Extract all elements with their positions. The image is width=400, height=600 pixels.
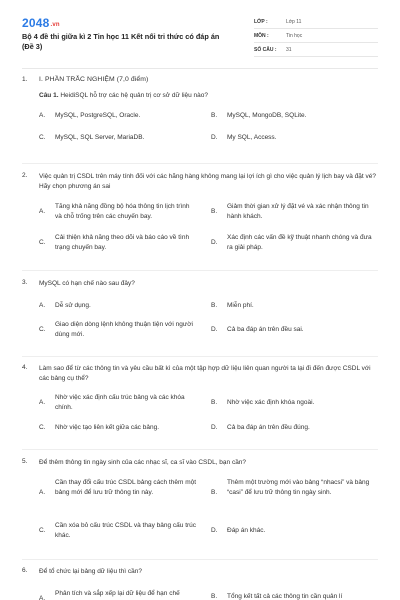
option-letter: C. xyxy=(39,326,46,333)
option-letter: B. xyxy=(211,489,218,496)
option-d[interactable] xyxy=(211,233,379,253)
option-text: Phân tích và sắp xếp lại dữ liệu để hạn chế xyxy=(55,590,180,597)
question-text xyxy=(39,92,378,99)
option-letter: D. xyxy=(211,239,218,246)
option-a[interactable] xyxy=(39,393,199,413)
question-list xyxy=(0,76,400,600)
option-letter: B. xyxy=(211,112,218,119)
question-body: HeidiSQL hỗ trợ các hệ quản trị cơ sở dữ liệu nào? xyxy=(58,92,209,99)
option-text: Dễ sử dụng. xyxy=(55,302,91,309)
question-2 xyxy=(0,172,400,270)
info-row-class xyxy=(254,17,378,29)
option-text: Cần thay đổi cấu trúc CSDL bảng cách thêm một bảng mới để lưu trữ thông tin này. xyxy=(55,479,197,496)
question-number: 5. xyxy=(22,458,28,465)
info-panel xyxy=(254,17,378,59)
question-number: 2. xyxy=(22,172,28,179)
option-letter: A. xyxy=(39,399,46,406)
option-letter: A. xyxy=(39,208,46,215)
question-text: Để thêm thông tin ngày sinh của các nhạc sĩ, ca sĩ vào CSDL, bạn cần? xyxy=(39,459,247,466)
option-letter: D. xyxy=(211,424,218,431)
option-c[interactable] xyxy=(39,521,199,541)
question-divider xyxy=(22,163,378,164)
question-text: Việc quản trị CSDL trên máy tính đối với các hãng hàng không mang lại lợi ích gì cho việc quản lý lịch bay và đặt vé? Hãy chọn phương án sai xyxy=(39,173,376,190)
option-text: Cả ba đáp án trên đều sai. xyxy=(227,326,304,333)
option-letter: D. xyxy=(211,326,218,333)
question-5 xyxy=(0,458,400,558)
option-letter: A. xyxy=(39,112,46,119)
logo-suffix: .vn xyxy=(50,22,60,28)
option-text: Nhờ việc tạo liên kết giữa các bảng. xyxy=(55,424,160,431)
option-text: My SQL, Access. xyxy=(227,134,277,141)
info-row-count xyxy=(254,45,378,57)
site-logo[interactable] xyxy=(22,16,60,30)
option-letter: B. xyxy=(211,208,218,215)
option-letter: B. xyxy=(211,302,218,309)
question-label: Câu 1. xyxy=(39,92,59,99)
option-text: Đáp án khác. xyxy=(227,527,266,534)
header xyxy=(0,0,400,68)
option-letter: A. xyxy=(39,489,46,496)
info-label: SỐ CÂU : xyxy=(254,47,277,53)
info-label: LỚP : xyxy=(254,19,268,25)
info-label: MÔN : xyxy=(254,33,269,39)
info-value: Lớp 11 xyxy=(286,19,302,25)
option-text: MySQL, SQL Server, MariaDB. xyxy=(55,134,145,141)
option-letter: A. xyxy=(39,302,46,309)
option-a[interactable] xyxy=(39,202,199,222)
option-c[interactable] xyxy=(39,320,199,340)
question-4 xyxy=(0,364,400,449)
question-number: 6. xyxy=(22,567,28,574)
question-divider xyxy=(22,270,378,271)
question-6 xyxy=(0,567,400,600)
question-text: Làm sao để từ các thông tin và yêu cầu bất kì của một tập hợp dữ liệu liên quan người ta lại đi đến được CSDL với các bảng cụ thể? xyxy=(39,365,371,382)
option-letter: C. xyxy=(39,239,46,246)
question-text: MySQL có hạn chế nào sau đây? xyxy=(39,280,135,287)
option-letter: B. xyxy=(211,399,218,406)
logo-text: 2048 xyxy=(22,16,50,30)
option-letter: C. xyxy=(39,527,46,534)
question-number: 3. xyxy=(22,279,28,286)
option-letter: D. xyxy=(211,134,218,141)
question-3 xyxy=(0,279,400,355)
question-divider xyxy=(22,559,378,560)
option-text: Nhờ việc xác định cấu trúc bảng và các khóa chính. xyxy=(55,394,185,411)
question-number: 4. xyxy=(22,364,28,371)
option-text: MySQL, MongoDB, SQLite. xyxy=(227,112,307,119)
option-letter: C. xyxy=(39,424,46,431)
question-text: Để tổ chức lại bảng dữ liệu thì cần? xyxy=(39,568,143,575)
info-value: Tin học xyxy=(286,33,303,39)
info-row-subject xyxy=(254,31,378,43)
option-text: Xác định các vấn đề kỹ thuật nhanh chóng và đưa ra giải pháp. xyxy=(227,234,372,251)
document-title: Bộ 4 đề thi giữa kì 2 Tin học 11 Kết nối tri thức có đáp án (Đề 3) xyxy=(22,32,220,51)
option-text: Miễn phí. xyxy=(227,302,254,309)
question-1 xyxy=(0,76,400,163)
option-text: Cần xóa bỏ cấu trúc CSDL và thay bảng cấu trúc khác. xyxy=(55,522,197,539)
option-text: MySQL, PostgreSQL, Oracle. xyxy=(55,112,141,119)
option-text: Giao diện dòng lệnh không thuận tiện với người dùng mới. xyxy=(55,321,193,338)
option-text: Cả ba đáp án trên đều đúng. xyxy=(227,424,310,431)
option-text: Tăng khả năng đồng bộ hóa thông tin lịch trình và chỗ trống trên các chuyến bay. xyxy=(55,203,190,220)
option-letter: B. xyxy=(211,593,218,600)
info-value: 31 xyxy=(286,47,292,53)
header-divider xyxy=(22,68,378,69)
option-a[interactable] xyxy=(39,478,199,508)
option-letter: D. xyxy=(211,527,218,534)
question-divider xyxy=(22,449,378,450)
section-title: I. PHẦN TRẮC NGHIỆM (7,0 điểm) xyxy=(39,76,149,83)
option-letter: A. xyxy=(39,595,46,600)
option-text: Nhờ việc xác định khóa ngoài. xyxy=(227,399,315,406)
option-text: Thêm một trường mới vào bảng “nhacsi” và bảng “casi” để lưu trữ thông tin ngày sinh. xyxy=(227,479,370,496)
option-letter: C. xyxy=(39,134,46,141)
question-number: 1. xyxy=(22,76,28,83)
option-b[interactable] xyxy=(211,202,379,222)
option-c[interactable] xyxy=(39,233,199,253)
option-b[interactable] xyxy=(211,478,379,508)
option-text: Giảm thời gian xử lý đặt vé và xác nhận thông tin hành khách. xyxy=(227,203,369,220)
option-text: Cải thiện khả năng theo dõi và báo cáo về tình trạng chuyến bay. xyxy=(55,234,190,251)
options xyxy=(39,105,378,145)
question-divider xyxy=(22,356,378,357)
option-text: Tổng kết tất cả các thông tin cần quản lí xyxy=(227,593,343,600)
